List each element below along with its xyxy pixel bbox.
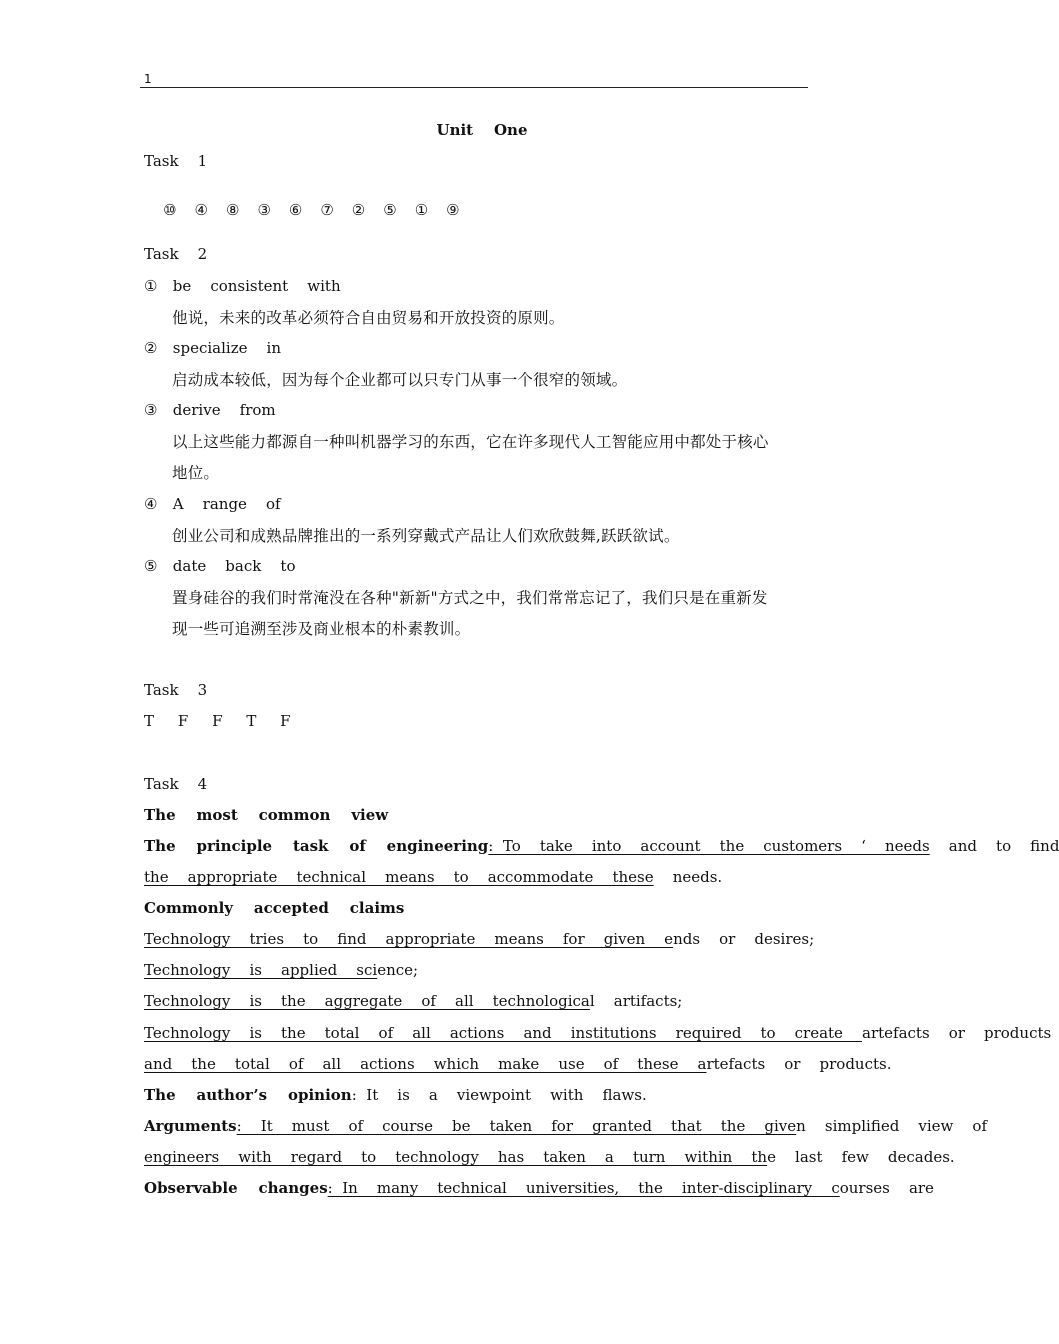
principle-tail: needs. [653, 868, 723, 886]
arguments-rest: n simplified view of [796, 1117, 988, 1135]
task1-sequence [144, 183, 460, 237]
sequence-item: ⑦ [320, 201, 334, 219]
principle-text: the appropriate technical means to accommodate these [144, 868, 654, 886]
claim-rest: artefacts or products [862, 1024, 1052, 1042]
claim-line [144, 930, 814, 948]
claim-underlined: and the total of all actions which make use of these a [144, 1055, 707, 1073]
task2-heading: Task 2 [144, 245, 208, 263]
author-label: The author’s opinion [144, 1086, 352, 1104]
arguments-rest: e last few decades. [767, 1148, 955, 1166]
task2-item-1 [144, 277, 341, 295]
claim-line [144, 1055, 891, 1073]
sequence-item: ⑩ [163, 201, 177, 219]
sequence-item: ② [351, 201, 366, 219]
arguments-line-2 [144, 1148, 955, 1166]
phrase: derive from [172, 401, 276, 419]
principle-tail: and to find [929, 837, 1059, 855]
claim-line [144, 961, 418, 979]
claim-underlined: Technology tries to find appropriate means for given e [144, 930, 674, 948]
item-number: ① [144, 277, 158, 295]
phrase: be consistent with [172, 277, 341, 295]
phrase: specialize in [172, 339, 282, 357]
translation: 他说，未来的改革必须符合自由贸易和开放投资的原则。 [172, 309, 565, 327]
phrase: date back to [172, 557, 296, 575]
changes-label: Observable changes [144, 1179, 328, 1197]
translation: 置身硅谷的我们时常淹没在各种"新新"方式之中，我们常常忘记了，我们只是在重新发 [172, 589, 768, 607]
arguments-underlined: engineers with regard to technology has taken a turn within th [144, 1148, 768, 1166]
task2-item-3 [144, 401, 276, 419]
header-rule [140, 87, 808, 88]
claim-rest: nds or desires; [673, 930, 815, 948]
author-opinion-line [144, 1086, 647, 1104]
most-common-view-heading: The most common view [144, 806, 389, 824]
changes-rest: ourses are [839, 1179, 934, 1197]
sequence-item: ① [414, 201, 429, 219]
sequence-item: ③ [257, 201, 271, 219]
item-number: ② [144, 339, 158, 357]
sequence-item: ④ [194, 201, 208, 219]
item-number: ③ [144, 401, 158, 419]
arguments-underlined: : It must of course be taken for granted that the give [236, 1117, 797, 1135]
translation: 创业公司和成熟品牌推出的一系列穿戴式产品让人们欢欣鼓舞,跃跃欲试。 [172, 527, 680, 545]
translation: 现一些可追溯至涉及商业根本的朴素教训。 [172, 620, 471, 638]
claim-underlined: Technology is applied sci [144, 961, 378, 979]
task4-heading: Task 4 [144, 775, 208, 793]
changes-underlined: : In many technical universities, the inter-disciplinary c [327, 1179, 840, 1197]
claim-underlined: Technology is the total of all actions and institutions required to create [144, 1024, 863, 1042]
arguments-line-1 [144, 1117, 987, 1135]
sequence-item: ⑧ [225, 201, 240, 219]
sequence-item: ⑤ [383, 201, 397, 219]
principle-text: : To take into account the customers ‘ needs [488, 837, 930, 855]
task2-item-4 [144, 495, 281, 513]
principle-line-1 [144, 837, 1059, 855]
claim-rest: rtefacts or products. [706, 1055, 892, 1073]
task2-item-2 [144, 339, 281, 357]
translation: 地位。 [172, 464, 220, 482]
claims-heading: Commonly accepted claims [144, 899, 405, 917]
changes-line [144, 1179, 934, 1197]
unit-title: Unit One [436, 121, 528, 139]
claim-line [144, 1024, 1052, 1042]
task3-answers: T F F T F [144, 712, 291, 730]
phrase: A range of [172, 495, 281, 513]
translation: 以上这些能力都源自一种叫机器学习的东西，它在许多现代人工智能应用中都处于核心 [172, 433, 769, 451]
principle-label: The principle task of engineering [144, 837, 489, 855]
principle-line-2 [144, 868, 722, 886]
task1-heading: Task 1 [144, 152, 208, 170]
claim-rest: l artifacts; [589, 992, 683, 1010]
sequence-item: ⑥ [288, 201, 303, 219]
author-text: : It is a viewpoint with flaws. [351, 1086, 647, 1104]
claim-underlined: Technology is the aggregate of all technologica [144, 992, 590, 1010]
claim-rest: ence; [377, 961, 419, 979]
page-number: 1 [144, 72, 152, 86]
claim-line [144, 992, 682, 1010]
translation: 启动成本较低，因为每个企业都可以只专门从事一个很窄的领域。 [172, 371, 628, 389]
item-number: ⑤ [144, 557, 158, 575]
sequence-item: ⑨ [446, 201, 460, 219]
task3-heading: Task 3 [144, 681, 208, 699]
task2-item-5 [144, 557, 295, 575]
arguments-label: Arguments [144, 1117, 237, 1135]
item-number: ④ [144, 495, 158, 513]
